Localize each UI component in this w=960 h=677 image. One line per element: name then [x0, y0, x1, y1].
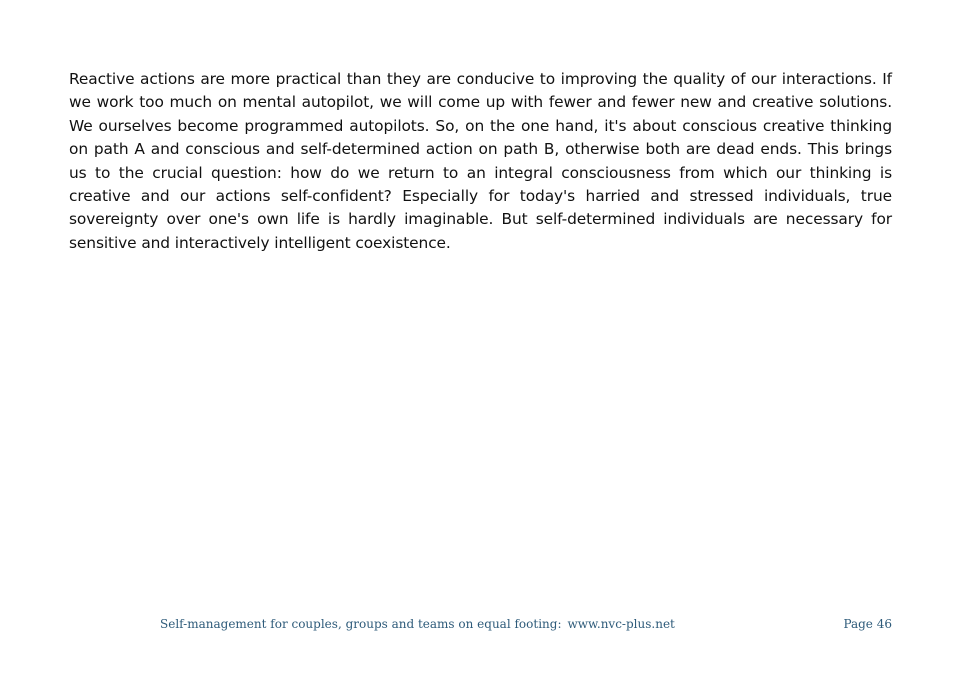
footer [160, 617, 675, 631]
page-number: Page 46 [843, 617, 892, 631]
footer-text: Self-management for couples, groups and teams on equal footing: [160, 617, 562, 631]
body-paragraph: Reactive actions are more practical than they are conducive to improving the quality of our interactions. If we work too much on mental autopilot, we will come up with fewer and fewer new and creative solutions. We ourselves become programmed autopilots. So, on the one hand, it's about conscious creative thinking on path A and conscious and self-determined action on path B, otherwise both are dead ends. This brings us to the crucial question: how do we return to an integral consciousness from which our thinking is creative and our actions self-confident? Especially for today's harried and stressed individuals, true sovereignty over one's own life is hardly imaginable. But self-determined individuals are necessary for sensitive and interactively intelligent coexistence. [69, 70, 892, 252]
footer-url-link[interactable]: www.nvc-plus.net [567, 617, 675, 631]
